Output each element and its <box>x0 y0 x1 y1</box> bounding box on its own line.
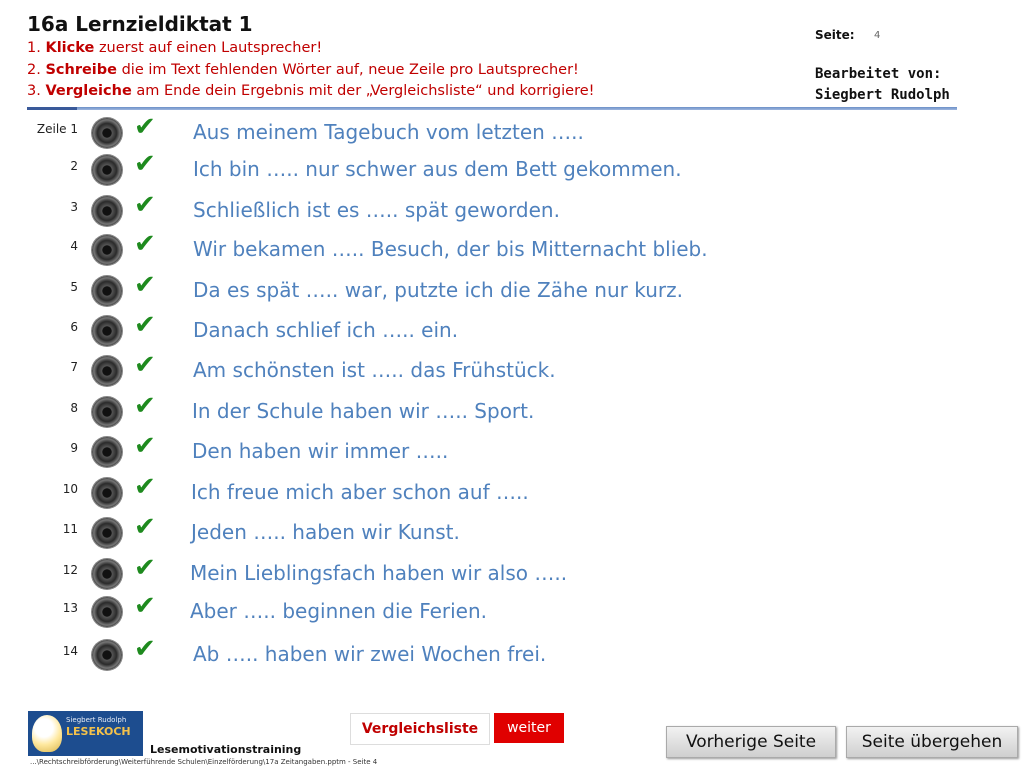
sentence-text: Ich freue mich aber schon auf ….. <box>191 480 529 504</box>
speaker-icon[interactable] <box>92 155 122 185</box>
list-item <box>0 553 1024 595</box>
sentence-text: Aus meinem Tagebuch vom letzten ….. <box>193 120 584 144</box>
checkmark-icon: ✔ <box>134 350 156 380</box>
author-name: Siegbert Rudolph <box>815 87 950 103</box>
sentence-text: Aber ….. beginnen die Ferien. <box>190 599 488 623</box>
checkmark-icon: ✔ <box>134 149 156 179</box>
skip-page-button[interactable]: Seite übergehen <box>846 726 1018 758</box>
sentence-text: Mein Lieblingsfach haben wir also ….. <box>190 561 568 585</box>
instruction-verb: Vergleiche <box>45 83 132 99</box>
sentence-text: Den haben wir immer ….. <box>192 439 449 463</box>
instruction-1 <box>27 40 322 56</box>
speaker-icon[interactable] <box>92 478 122 508</box>
speaker-icon[interactable] <box>92 397 122 427</box>
speaker-icon[interactable] <box>92 316 122 346</box>
list-item <box>0 634 1024 676</box>
row-label: 3 <box>70 200 78 214</box>
instruction-number: 2. <box>27 62 41 78</box>
speaker-icon[interactable] <box>92 276 122 306</box>
speaker-icon[interactable] <box>92 597 122 627</box>
list-item <box>0 431 1024 473</box>
sentence-text: Da es spät ….. war, putzte ich die Zähe nur kurz. <box>193 278 683 302</box>
checkmark-icon: ✔ <box>134 431 156 461</box>
header-divider <box>27 107 957 110</box>
instruction-2 <box>27 62 579 78</box>
instruction-verb: Klicke <box>45 40 95 56</box>
page-number: 4 <box>874 30 881 41</box>
row-label: 4 <box>70 239 78 253</box>
instruction-text: am Ende dein Ergebnis mit der „Vergleichsliste“ und korrigiere! <box>136 83 595 99</box>
checkmark-icon: ✔ <box>134 391 156 421</box>
speaker-icon[interactable] <box>92 196 122 226</box>
sentence-text: Danach schlief ich ….. ein. <box>193 318 459 342</box>
checkmark-icon: ✔ <box>134 634 156 664</box>
program-name: Lesemotivationstraining <box>150 743 302 756</box>
checkmark-icon: ✔ <box>134 190 156 220</box>
row-label: Zeile 1 <box>36 122 78 136</box>
header-divider-accent <box>27 107 77 110</box>
checkmark-icon: ✔ <box>134 229 156 259</box>
sentence-text: Wir bekamen ….. Besuch, der bis Mitternacht blieb. <box>193 237 708 261</box>
list-item <box>0 350 1024 392</box>
speaker-icon[interactable] <box>92 559 122 589</box>
row-label: 10 <box>62 482 78 496</box>
row-label: 8 <box>70 401 78 415</box>
sentence-text: Ich bin ….. nur schwer aus dem Bett gekommen. <box>193 157 682 181</box>
instruction-3 <box>27 83 594 99</box>
row-label: 12 <box>62 563 78 577</box>
page-title: 16a Lernzieldiktat 1 <box>27 12 253 36</box>
checkmark-icon: ✔ <box>134 553 156 583</box>
checkmark-icon: ✔ <box>134 270 156 300</box>
instruction-number: 3. <box>27 83 41 99</box>
instruction-text: zuerst auf einen Lautsprecher! <box>98 40 323 56</box>
file-path: ...\Rechtschreibförderung\Weiterführende Schulen\Einzelförderung\17a Zeitangaben.pptm - Seite 4 <box>30 758 378 766</box>
lightbulb-icon <box>32 715 62 752</box>
row-label: 6 <box>70 320 78 334</box>
logo-brand: LESEKOCH <box>66 725 131 738</box>
checkmark-icon: ✔ <box>134 112 156 142</box>
list-item <box>0 472 1024 514</box>
row-label: 14 <box>62 644 78 658</box>
list-item <box>0 391 1024 433</box>
row-label: 5 <box>70 280 78 294</box>
page-number-label: Seite: <box>815 28 855 42</box>
logo-author: Siegbert Rudolph <box>66 716 127 724</box>
list-item <box>0 190 1024 232</box>
speaker-icon[interactable] <box>92 118 122 148</box>
list-item <box>0 512 1024 554</box>
row-label: 2 <box>70 159 78 173</box>
list-item <box>0 149 1024 191</box>
checkmark-icon: ✔ <box>134 310 156 340</box>
list-item <box>0 310 1024 352</box>
instruction-verb: Schreibe <box>45 62 117 78</box>
list-item <box>0 270 1024 312</box>
instruction-number: 1. <box>27 40 41 56</box>
lesekoch-logo <box>28 711 143 756</box>
sentence-text: Schließlich ist es ….. spät geworden. <box>193 198 560 222</box>
checkmark-icon: ✔ <box>134 472 156 502</box>
sentence-text: In der Schule haben wir ….. Sport. <box>192 399 535 423</box>
instruction-text: die im Text fehlenden Wörter auf, neue Zeile pro Lautsprecher! <box>121 62 579 78</box>
vergleichsliste-button[interactable]: Vergleichsliste <box>350 713 490 745</box>
speaker-icon[interactable] <box>92 356 122 386</box>
author-label: Bearbeitet von: <box>815 66 942 82</box>
list-item <box>0 591 1024 633</box>
row-label: 9 <box>70 441 78 455</box>
checkmark-icon: ✔ <box>134 512 156 542</box>
sentence-text: Am schönsten ist ….. das Frühstück. <box>193 358 556 382</box>
row-label: 11 <box>62 522 78 536</box>
previous-page-button[interactable]: Vorherige Seite <box>666 726 836 758</box>
speaker-icon[interactable] <box>92 235 122 265</box>
sentence-text: Ab ….. haben wir zwei Wochen frei. <box>193 642 547 666</box>
speaker-icon[interactable] <box>92 437 122 467</box>
list-item <box>0 229 1024 271</box>
speaker-icon[interactable] <box>92 518 122 548</box>
speaker-icon[interactable] <box>92 640 122 670</box>
row-label: 7 <box>70 360 78 374</box>
checkmark-icon: ✔ <box>134 591 156 621</box>
weiter-button[interactable]: weiter <box>494 713 564 743</box>
row-label: 13 <box>62 601 78 615</box>
sentence-text: Jeden ….. haben wir Kunst. <box>191 520 460 544</box>
